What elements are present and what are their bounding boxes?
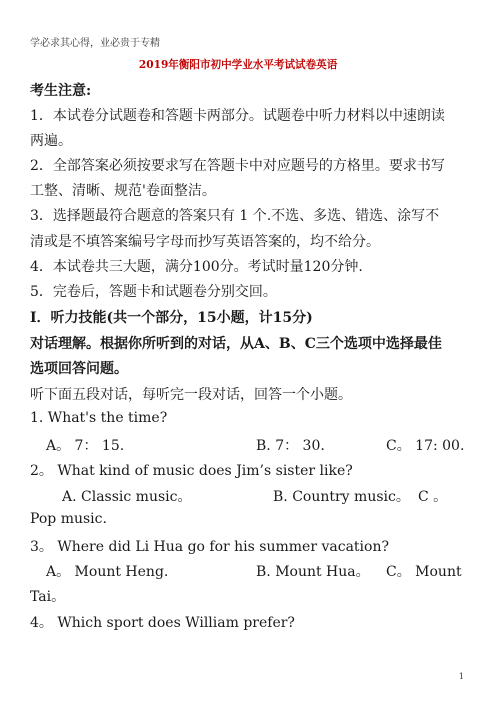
- section-subinstruction: 听下面五段对话，每听完一段对话，回答一个小题。: [30, 387, 352, 403]
- question-3-option-a: A。 Mount Heng.: [46, 564, 169, 580]
- question-3-stem: 3。 Where did Li Hua go for his summer vacation?: [30, 539, 389, 555]
- section-heading: I．听力技能(共一个部分，15小题，计15分): [30, 310, 313, 326]
- notice-item-3-line1: 3．选择题最符合题意的答案只有 1 个.不选、多选、错选、涂写不: [30, 208, 440, 224]
- question-2-option-a: A. Classic music。: [62, 489, 192, 505]
- question-1-stem: 1. What's the time?: [30, 410, 168, 426]
- notice-item-2-line1: 2．全部答案必须按要求写在答题卡中对应题号的方格里。要求书写: [30, 158, 445, 174]
- question-1-option-a: A。 7： 15.: [46, 438, 125, 454]
- section-instruction-line1: 对话理解。根据你所听到的对话，从A、B、C三个选项中选择最佳: [30, 336, 442, 352]
- question-2-stem: 2。 What kind of music does Jim’s sister like?: [30, 463, 353, 479]
- question-1-option-c: C。 17: 00.: [386, 438, 465, 454]
- question-1-option-b: B. 7： 30.: [256, 438, 325, 454]
- header-motto: 学必求其心得，业必贵于专精: [30, 38, 160, 49]
- exam-title: 2019年衡阳市初中学业水平考试试卷英语: [138, 58, 338, 71]
- question-4-stem: 4。 Which sport does William prefer?: [30, 615, 295, 631]
- notice-item-5: 5．完卷后，答题卡和试题卷分别交回。: [30, 284, 277, 300]
- question-2-option-c-continued: Pop music.: [30, 511, 107, 527]
- notice-heading: 考生注意:: [30, 83, 92, 99]
- question-3-option-b: B. Mount Hua。: [256, 564, 370, 580]
- page-number: 1: [458, 672, 464, 681]
- notice-item-1-line1: 1．本试卷分试题卷和答题卡两部分。试题卷中听力材料以中速朗读: [30, 108, 445, 124]
- question-2-option-c: C 。: [418, 489, 448, 505]
- notice-item-2-line2: 工整、清晰、规范'卷面整洁。: [30, 183, 216, 199]
- question-3-option-c: C。 Mount: [386, 564, 462, 580]
- question-2-option-b: B. Country music。: [273, 489, 410, 505]
- section-instruction-line2: 选项回答问题。: [30, 361, 128, 377]
- notice-item-3-line2: 清或是不填答案编号字母而抄写英语答案的，均不给分。: [30, 234, 380, 250]
- notice-item-1-line2: 两遍。: [30, 133, 72, 149]
- notice-item-4: 4．本试卷共三大题，满分100分。考试时量120分钟.: [30, 259, 363, 275]
- question-3-option-c-continued: Tai。: [30, 589, 66, 605]
